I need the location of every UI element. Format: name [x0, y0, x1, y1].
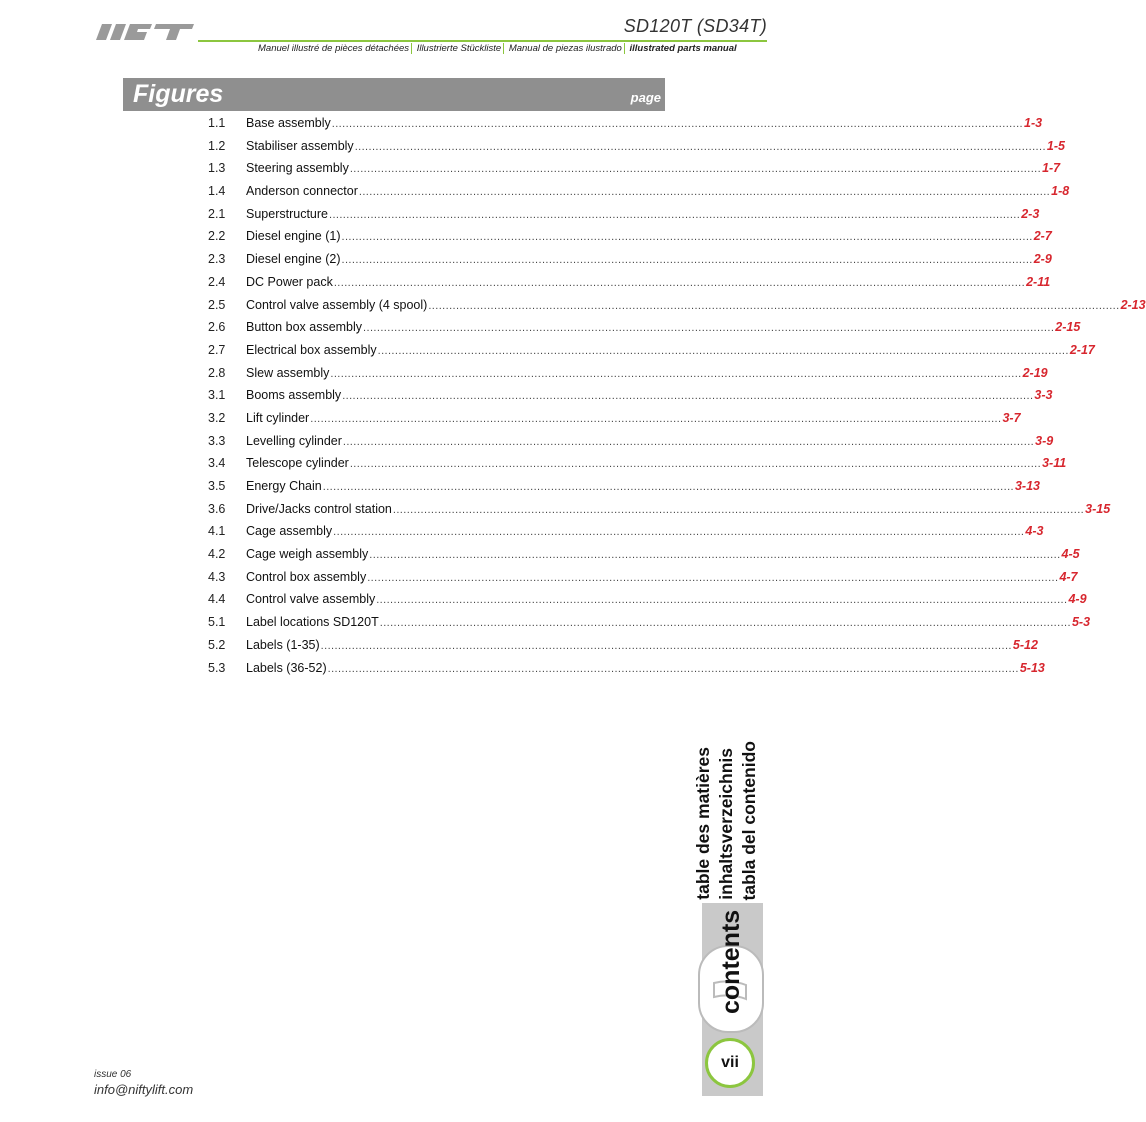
- side-labels: [695, 720, 765, 900]
- dot-leader: ........................................................................................................................................................................................................: [367, 571, 1059, 584]
- figure-number: 5.2: [208, 637, 226, 652]
- figure-page[interactable]: 1-5: [1046, 138, 1065, 153]
- toc-row[interactable]: [208, 501, 1111, 525]
- toc-row[interactable]: [208, 479, 1041, 502]
- dot-leader: ........................................................................................................................................................................................................: [330, 367, 1022, 380]
- figure-page[interactable]: 3-9: [1035, 433, 1054, 448]
- dot-leader: ........................................................................................................................................................................................................: [322, 481, 1014, 493]
- dot-leader: ........................................................................................................................................................................................................: [363, 322, 1055, 335]
- figure-page[interactable]: 4-9: [1068, 592, 1087, 607]
- toc-row[interactable]: [208, 116, 1043, 139]
- manual-title-es: Manual de piezas ilustrado: [507, 43, 625, 54]
- figure-page[interactable]: 3-15: [1085, 501, 1111, 516]
- toc-row[interactable]: [208, 388, 1053, 411]
- figure-page[interactable]: 2-15: [1055, 320, 1081, 335]
- dot-leader: ........................................................................................................................................................................................................: [310, 412, 1002, 425]
- figure-page[interactable]: 3-11: [1042, 456, 1067, 471]
- toc-row[interactable]: [208, 206, 1040, 230]
- figure-number: 1.3: [208, 161, 226, 176]
- figure-page[interactable]: 3-13: [1014, 479, 1041, 493]
- side-label-fr: table des matières: [693, 747, 713, 900]
- header-rule: [198, 40, 767, 42]
- figure-title: Control box assembly: [246, 569, 367, 584]
- dot-leader: ........................................................................................................................................................................................................: [328, 208, 1021, 221]
- figure-number: 4.2: [208, 547, 226, 562]
- figure-title: Stabiliser assembly: [246, 138, 354, 153]
- figure-number: 2.8: [208, 365, 226, 380]
- dot-leader: ........................................................................................................................................................................................................: [358, 186, 1051, 199]
- figures-list: [208, 116, 1146, 683]
- dot-leader: ........................................................................................................................................................................................................: [377, 344, 1069, 357]
- figure-title: Booms assembly: [246, 388, 342, 403]
- figure-title: Steering assembly: [246, 161, 349, 176]
- figure-title: Drive/Jacks control station: [246, 501, 392, 516]
- figure-number: 1.1: [208, 116, 226, 130]
- contents-label: contents: [717, 909, 745, 1015]
- dot-leader: ........................................................................................................................................................................................................: [333, 526, 1025, 539]
- dot-leader: ........................................................................................................................................................................................................: [341, 254, 1033, 267]
- figure-title: Slew assembly: [246, 365, 330, 380]
- toc-row[interactable]: [208, 524, 1044, 547]
- toc-row[interactable]: [208, 660, 1045, 684]
- figure-title: Cage weigh assembly: [246, 547, 369, 562]
- figure-number: 3.1: [208, 388, 226, 403]
- toc-row[interactable]: [208, 410, 1021, 434]
- figure-title: Control valve assembly (4 spool): [246, 297, 428, 312]
- figure-title: Labels (36-52): [246, 660, 327, 675]
- figure-page[interactable]: 1-7: [1042, 161, 1061, 176]
- figure-number: 1.2: [208, 138, 226, 153]
- figure-title: Telescope cylinder: [246, 456, 349, 471]
- side-label-de: inhaltsverzeichnis: [716, 748, 736, 900]
- figure-title: Labels (1-35): [246, 637, 320, 652]
- toc-row[interactable]: [208, 547, 1080, 570]
- figure-number: 2.2: [208, 229, 226, 244]
- figure-page[interactable]: 1-3: [1024, 116, 1043, 130]
- dot-leader: ........................................................................................................................................................................................................: [428, 299, 1120, 312]
- figure-number: 1.4: [208, 184, 226, 199]
- figure-page[interactable]: 2-3: [1021, 206, 1040, 221]
- nifty-lift-logo: [96, 20, 196, 44]
- dot-leader: ........................................................................................................................................................................................................: [354, 140, 1046, 153]
- figure-title: Button box assembly: [246, 320, 363, 335]
- dot-leader: ........................................................................................................................................................................................................: [342, 390, 1034, 403]
- figure-number: 4.1: [208, 524, 226, 539]
- figure-number: 3.2: [208, 410, 226, 425]
- contact-email: info@niftylift.com: [94, 1082, 194, 1097]
- figure-page[interactable]: 5-3: [1071, 615, 1091, 630]
- toc-row[interactable]: [208, 229, 1052, 252]
- section-title: Figures: [133, 80, 224, 108]
- figure-title: Control valve assembly: [246, 592, 376, 607]
- toc-row[interactable]: [208, 274, 1051, 298]
- toc-row[interactable]: [208, 365, 1048, 389]
- dot-leader: ........................................................................................................................................................................................................: [333, 276, 1026, 289]
- toc-row[interactable]: [208, 184, 1070, 207]
- dot-leader: ........................................................................................................................................................................................................: [331, 118, 1023, 130]
- toc-row[interactable]: [208, 615, 1091, 638]
- figure-title: Base assembly: [246, 116, 331, 130]
- issue-label: issue 06: [94, 1069, 132, 1080]
- figure-number: 3.3: [208, 433, 226, 448]
- figure-title: Diesel engine (1): [246, 229, 341, 244]
- dot-leader: ........................................................................................................................................................................................................: [369, 549, 1061, 562]
- model-title: SD120T (SD34T): [623, 16, 767, 36]
- side-label-es: tabla del contenido: [739, 740, 759, 900]
- toc-row[interactable]: [208, 161, 1061, 184]
- figure-page[interactable]: 4-3: [1025, 524, 1044, 539]
- figure-page[interactable]: 5-12: [1012, 637, 1038, 652]
- figure-number: 3.5: [208, 479, 226, 493]
- dot-leader: ........................................................................................................................................................................................................: [320, 639, 1012, 652]
- figure-number: 3.6: [208, 501, 226, 516]
- toc-row[interactable]: [208, 297, 1146, 321]
- dot-leader: ........................................................................................................................................................................................................: [342, 435, 1035, 448]
- figure-page[interactable]: 2-17: [1069, 342, 1095, 357]
- dot-leader: ........................................................................................................................................................................................................: [379, 617, 1071, 630]
- toc-row[interactable]: [208, 592, 1087, 615]
- section-banner: [123, 78, 665, 111]
- figure-title: Cage assembly: [246, 524, 333, 539]
- toc-row[interactable]: [208, 320, 1081, 343]
- dot-leader: ........................................................................................................................................................................................................: [376, 594, 1068, 607]
- toc-row[interactable]: [208, 252, 1052, 275]
- page-column-label: page: [630, 90, 661, 105]
- figure-page[interactable]: 3-3: [1034, 388, 1053, 403]
- figure-number: 5.1: [208, 615, 226, 630]
- figure-number: 4.3: [208, 569, 226, 584]
- dot-leader: ........................................................................................................................................................................................................: [349, 458, 1042, 471]
- figure-title: Superstructure: [246, 206, 328, 221]
- toc-row[interactable]: [208, 456, 1067, 479]
- page-number: vii: [705, 1038, 755, 1088]
- figure-page[interactable]: 5-13: [1019, 660, 1045, 675]
- figure-page[interactable]: 1-8: [1051, 184, 1070, 199]
- figure-title: Energy Chain: [246, 479, 322, 493]
- toc-row[interactable]: [208, 637, 1038, 661]
- figure-number: 2.3: [208, 252, 226, 267]
- figure-number: 2.6: [208, 320, 226, 335]
- toc-row[interactable]: [208, 138, 1065, 162]
- figure-title: Levelling cylinder: [246, 433, 342, 448]
- figure-page[interactable]: 2-9: [1033, 252, 1052, 267]
- figure-number: 2.1: [208, 206, 226, 221]
- dot-leader: ........................................................................................................................................................................................................: [341, 231, 1033, 244]
- figure-page[interactable]: 2-7: [1033, 229, 1052, 244]
- figure-page[interactable]: 4-5: [1061, 547, 1080, 562]
- figure-page[interactable]: 4-7: [1059, 569, 1078, 584]
- figure-title: Lift cylinder: [246, 410, 310, 425]
- figure-title: Label locations SD120T: [246, 615, 379, 630]
- figure-page[interactable]: 3-7: [1002, 410, 1021, 425]
- toc-row[interactable]: [208, 569, 1078, 593]
- dot-leader: ........................................................................................................................................................................................................: [349, 163, 1042, 176]
- manual-title-en: illustrated parts manual: [629, 43, 737, 54]
- manual-title-de: Illustrierte Stückliste: [415, 43, 504, 54]
- figure-title: Diesel engine (2): [246, 252, 341, 267]
- toc-row[interactable]: [208, 433, 1054, 457]
- figure-number: 2.4: [208, 274, 226, 289]
- manual-title-fr: Manuel illustré de pièces détachées: [258, 43, 412, 54]
- dot-leader: ........................................................................................................................................................................................................: [327, 662, 1019, 675]
- dot-leader: ........................................................................................................................................................................................................: [392, 503, 1085, 516]
- figure-number: 2.5: [208, 297, 226, 312]
- figure-number: 2.7: [208, 342, 226, 357]
- figure-number: 3.4: [208, 456, 226, 471]
- toc-row[interactable]: [208, 342, 1095, 366]
- figure-title: Anderson connector: [246, 184, 358, 199]
- figure-page[interactable]: 2-19: [1022, 365, 1048, 380]
- figure-title: Electrical box assembly: [246, 342, 377, 357]
- figure-number: 5.3: [208, 660, 226, 675]
- figure-page[interactable]: 2-13: [1120, 297, 1146, 312]
- figure-title: DC Power pack: [246, 274, 333, 289]
- figure-number: 4.4: [208, 592, 226, 607]
- manual-titles: [258, 43, 739, 54]
- figure-page[interactable]: 2-11: [1026, 274, 1051, 289]
